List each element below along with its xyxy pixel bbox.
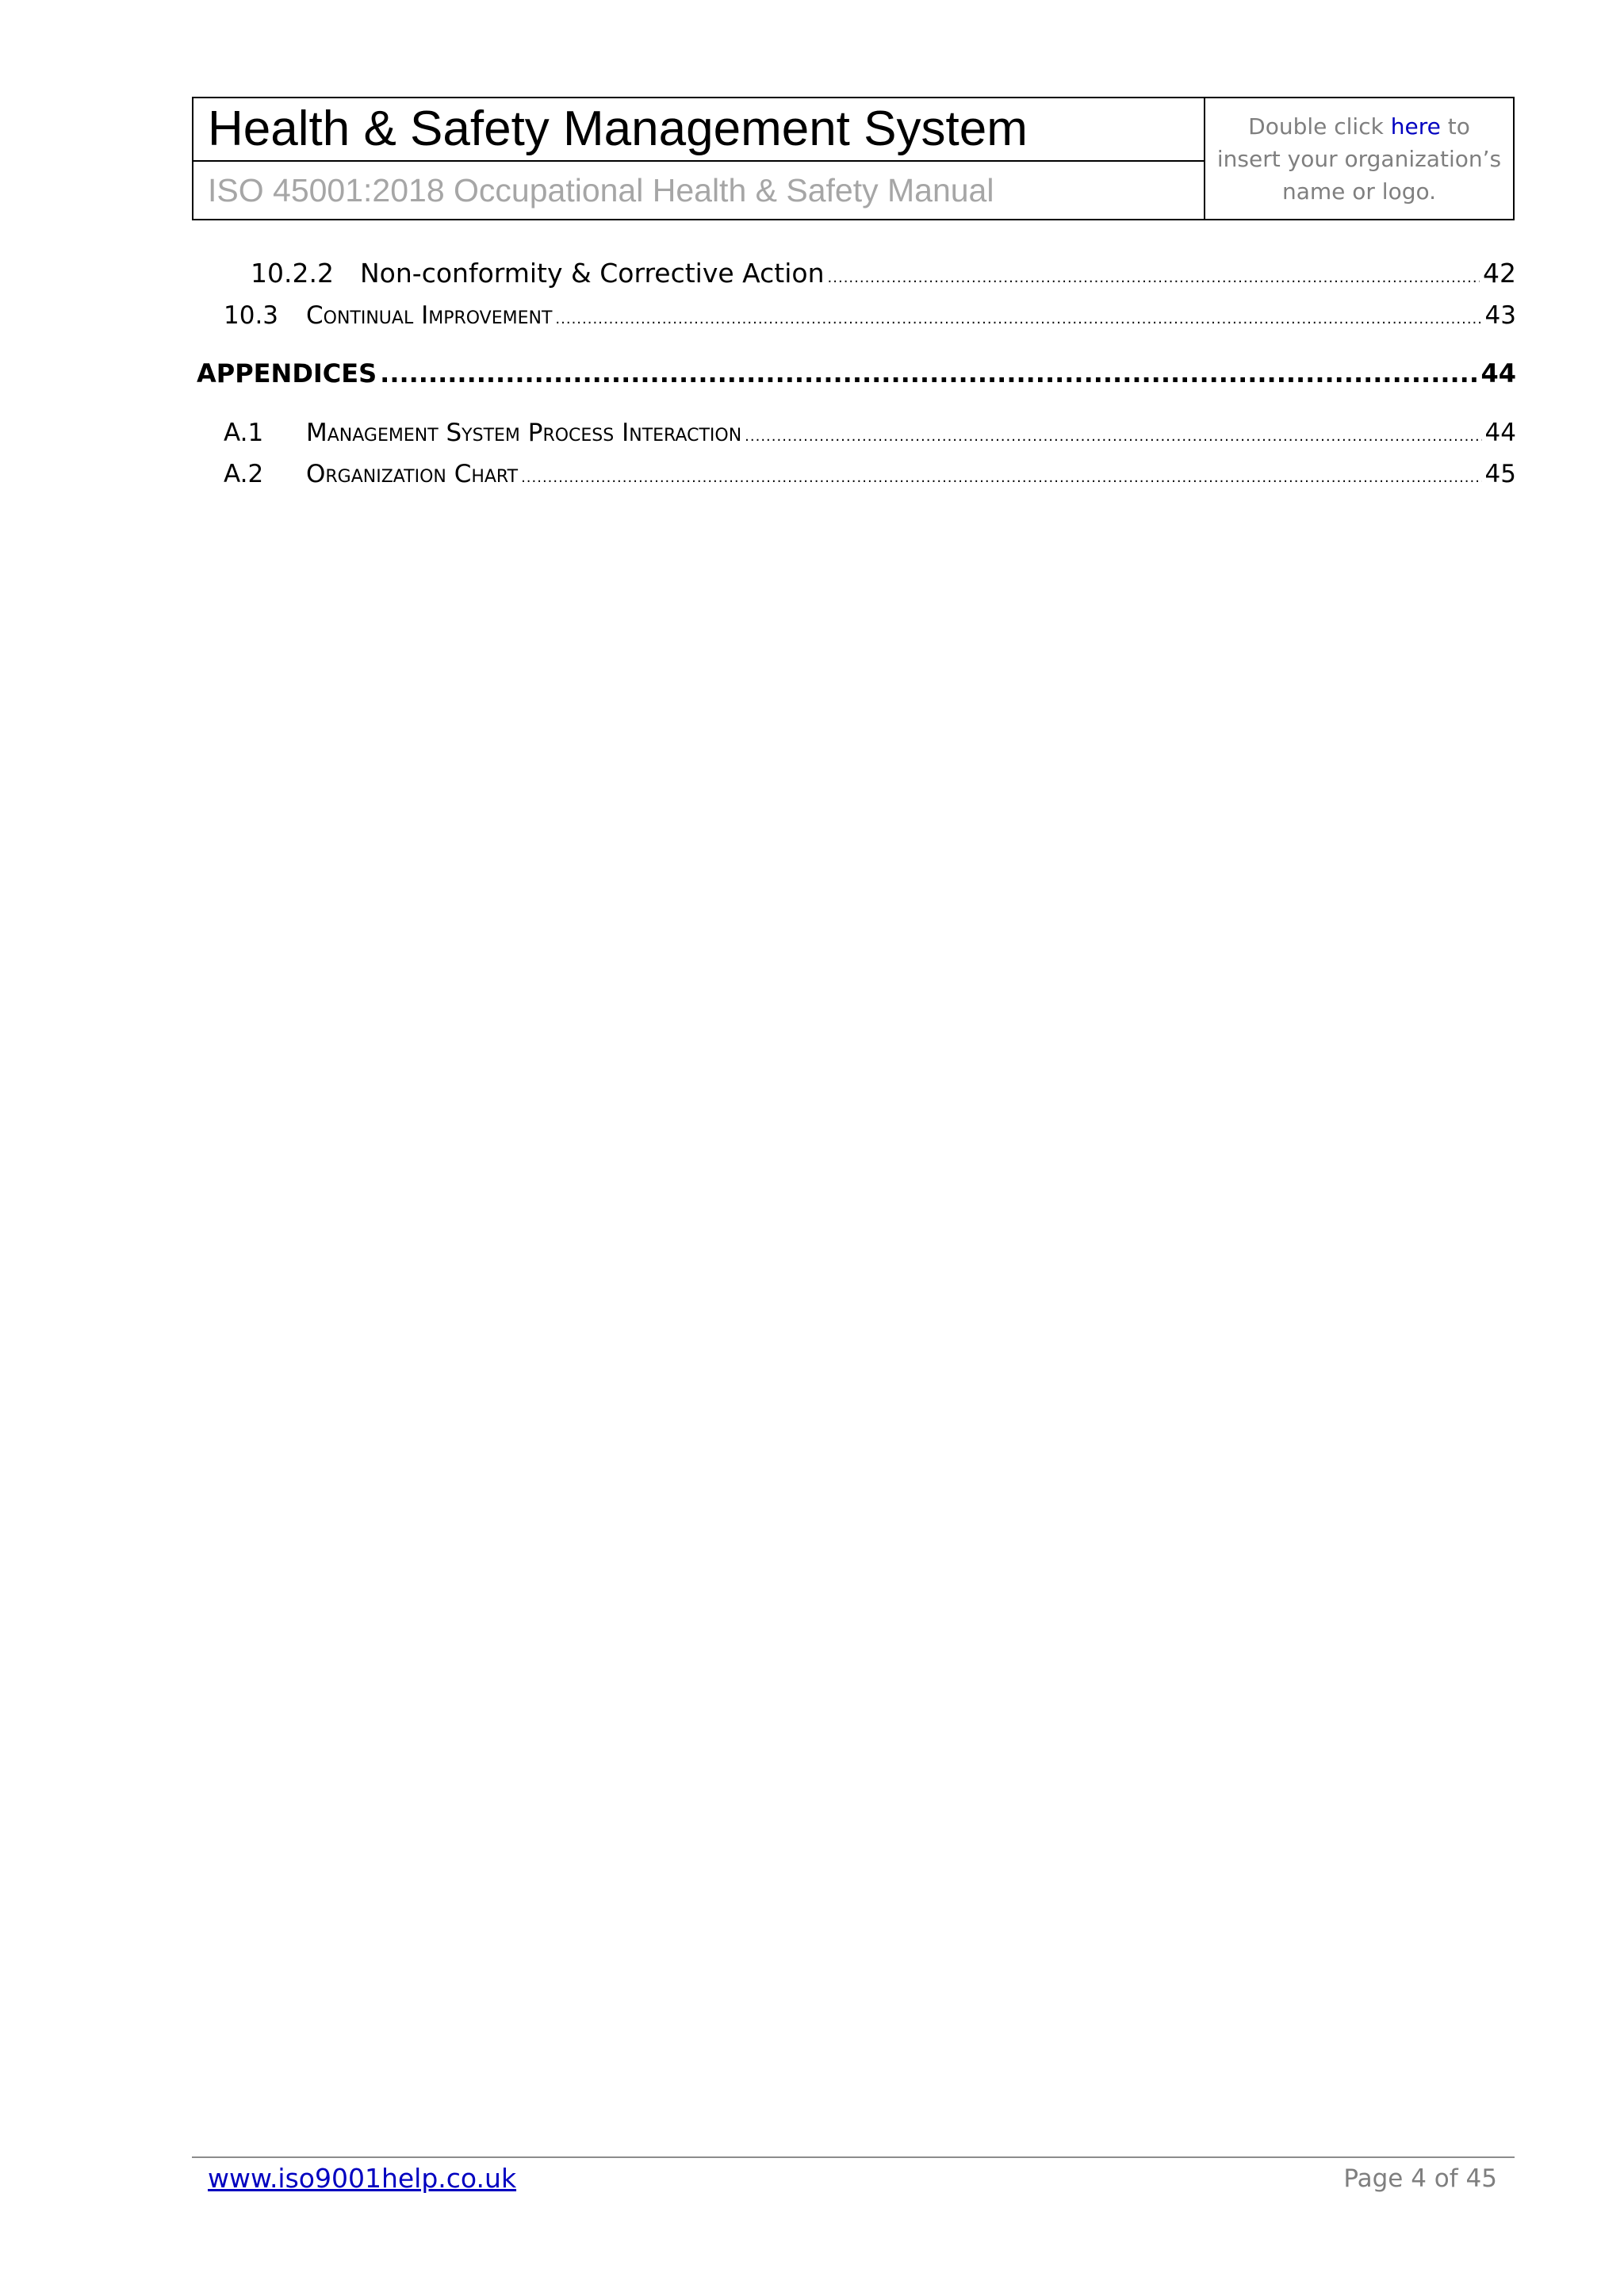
- logo-placeholder[interactable]: [1205, 98, 1513, 219]
- footer-website-link[interactable]: www.iso9001help.co.uk: [208, 2163, 517, 2194]
- toc-entry-number: 10.2.2: [251, 258, 334, 289]
- logo-insert-link[interactable]: here: [1390, 113, 1441, 140]
- toc-dot-leader: [828, 258, 1480, 289]
- toc-entry-page: 44: [1484, 419, 1516, 447]
- document-title: Health & Safety Management System: [208, 101, 1028, 156]
- toc-entry[interactable]: [193, 419, 1516, 447]
- toc-dot-leader: [521, 460, 1481, 488]
- toc-entry-number: 10.3: [224, 301, 279, 330]
- toc-entry-page: 44: [1480, 358, 1516, 388]
- logo-prefix: Double click: [1248, 113, 1391, 140]
- header-title-block: [193, 98, 1205, 219]
- toc-entry-title: APPENDICES: [197, 358, 377, 388]
- toc-entry[interactable]: [193, 258, 1516, 289]
- toc-entry-number: A.2: [224, 460, 264, 488]
- document-header: [192, 97, 1515, 220]
- toc-dot-leader: [555, 301, 1481, 330]
- toc-entry[interactable]: [193, 460, 1516, 488]
- toc-entry-title: Continual Improvement: [306, 301, 553, 330]
- toc-entry-page: 42: [1483, 258, 1516, 289]
- toc-dot-leader: [745, 419, 1481, 447]
- logo-line-3: name or logo.: [1281, 178, 1437, 205]
- toc-entry-title: Management System Process Interaction: [306, 419, 742, 447]
- toc-entry-page: 43: [1484, 301, 1516, 330]
- logo-suffix: to: [1440, 113, 1470, 140]
- toc-dot-leader: [380, 358, 1477, 388]
- footer-divider: [192, 2156, 1515, 2158]
- document-subtitle: ISO 45001:2018 Occupational Health & Safety Manual: [208, 171, 994, 209]
- toc-entry[interactable]: [193, 358, 1516, 388]
- header-subtitle-cell: [193, 162, 1204, 219]
- header-title-cell: [193, 98, 1204, 162]
- toc-entry-number: A.1: [224, 419, 264, 447]
- logo-line-2: insert your organization’s: [1216, 145, 1502, 172]
- toc-entry-title: Organization Chart: [306, 460, 519, 488]
- toc-entry-page: 45: [1484, 460, 1516, 488]
- logo-placeholder-text: [1217, 110, 1501, 208]
- toc-entry-title: Non-conformity & Corrective Action: [360, 258, 825, 289]
- page-number: Page 4 of 45: [1343, 2164, 1497, 2193]
- toc-entry[interactable]: [193, 301, 1516, 330]
